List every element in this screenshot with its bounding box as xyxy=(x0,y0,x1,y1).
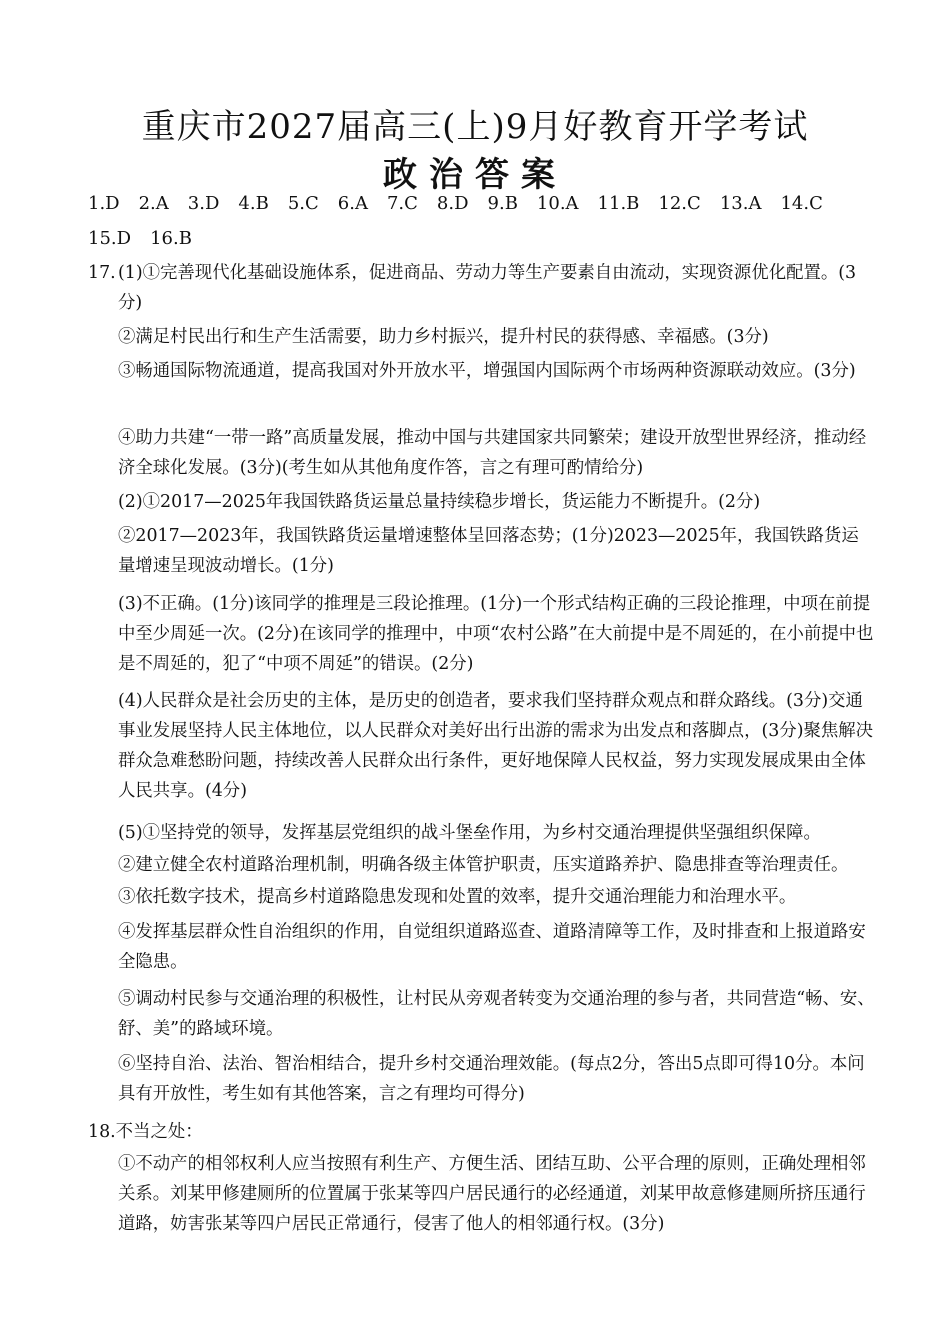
answer-item: 6.A xyxy=(337,193,368,214)
q17-part1-point4: ④助力共建“一带一路”高质量发展，推动中国与共建国家共同繁荣；建设开放型世界经济，推动经济全球化发展。(3分)(考生如从其他角度作答，言之有理可酌情给分) xyxy=(118,428,867,478)
choice-answers-row-2 xyxy=(88,227,211,251)
answer-item: 5.C xyxy=(287,193,319,214)
q17-part1-point1: (1)①完善现代化基础设施体系，促进商品、劳动力等生产要素自由流动，实现资源优化配置。(3分) xyxy=(118,263,857,313)
question-18-label: 18.不当之处： xyxy=(88,1122,203,1142)
q17-part4: (4)人民群众是社会历史的主体，是历史的创造者，要求我们坚持群众观点和群众路线。(3分)交通事业发展坚持人民主体地位，以人民群众对美好出行出游的需求为出发点和落脚点，(3分)聚焦解决群众急难愁盼问题，持续改善人民群众出行条件，更好地保障人民权益，努力实现发展成果由全体人民共享。(4分) xyxy=(118,691,874,801)
page-title: 重庆市2027届高三(上)9月好教育开学考试 xyxy=(141,107,809,147)
answer-item: 7.C xyxy=(386,193,418,214)
q17-part1-point3: ③畅通国际物流通道，提高我国对外开放水平，增强国内国际两个市场两种资源联动效应。(3分) xyxy=(118,361,856,381)
choice-answers xyxy=(88,192,878,249)
answer-item: 2.A xyxy=(138,193,169,214)
answer-item: 13.A xyxy=(719,193,762,214)
choice-answers-row-1 xyxy=(88,192,878,216)
answer-item: 12.C xyxy=(658,193,701,214)
q17-part3: (3)不正确。(1分)该同学的推理是三段论推理。(1分)一个形式结构正确的三段论推理，中项在前提中至少周延一次。(2分)在该同学的推理中，中项“农村公路”在大前提中是不周延的，在小前提中也是不周延的，犯了“中项不周延”的错误。(2分) xyxy=(118,594,874,674)
answer-item: 11.B xyxy=(597,193,640,214)
answer-item: 4.B xyxy=(238,193,269,214)
q17-part5-point6: ⑥坚持自治、法治、智治相结合，提升乡村交通治理效能。(每点2分，答出5点即可得10分。本问具有开放性，考生如有其他答案，言之有理均可得分) xyxy=(118,1054,865,1104)
answer-item: 1.D xyxy=(88,193,120,214)
answer-item: 8.D xyxy=(436,193,469,214)
q17-part5-point1: (5)①坚持党的领导，发挥基层党组织的战斗堡垒作用，为乡村交通治理提供坚强组织保障。 xyxy=(118,823,821,843)
q17-part5-point3: ③依托数字技术，提高乡村道路隐患发现和处置的效率，提升交通治理能力和治理水平。 xyxy=(118,887,797,907)
answer-item: 3.D xyxy=(187,193,220,214)
question-17-label: 17. xyxy=(88,263,116,283)
answer-item: 9.B xyxy=(487,193,518,214)
q17-part1-point2: ②满足村民出行和生产生活需要，助力乡村振兴，提升村民的获得感、幸福感。(3分) xyxy=(118,327,769,347)
answer-item: 10.A xyxy=(536,193,579,214)
q17-part5-point5: ⑤调动村民参与交通治理的积极性，让村民从旁观者转变为交通治理的参与者，共同营造“畅、安、舒、美”的路域环境。 xyxy=(118,989,875,1039)
answer-item: 16.B xyxy=(150,228,192,249)
q17-part2-point1: (2)①2017—2025年我国铁路货运量总量持续稳步增长，货运能力不断提升。(2分) xyxy=(118,492,761,512)
page-subtitle: 政治答案 xyxy=(383,155,567,195)
answer-item: 14.C xyxy=(780,193,823,214)
q17-part5-point2: ②建立健全农村道路治理机制，明确各级主体管护职责，压实道路养护、隐患排查等治理责任。 xyxy=(118,855,849,875)
answer-item: 15.D xyxy=(88,228,132,249)
q17-part5-point4: ④发挥基层群众性自治组织的作用，自觉组织道路巡查、道路清障等工作，及时排查和上报道路安全隐患。 xyxy=(118,922,866,972)
q18-point1: ①不动产的相邻权利人应当按照有利生产、方便生活、团结互助、公平合理的原则，正确处理相邻关系。刘某甲修建厕所的位置属于张某等四户居民通行的必经通道，刘某甲故意修建厕所挤压通行道路，妨害张某等四户居民正常通行，侵害了他人的相邻通行权。(3分) xyxy=(118,1154,866,1234)
q17-part2-point2: ②2017—2023年，我国铁路货运量增速整体呈回落态势；(1分)2023—2025年，我国铁路货运量增速呈现波动增长。(1分) xyxy=(118,526,859,576)
